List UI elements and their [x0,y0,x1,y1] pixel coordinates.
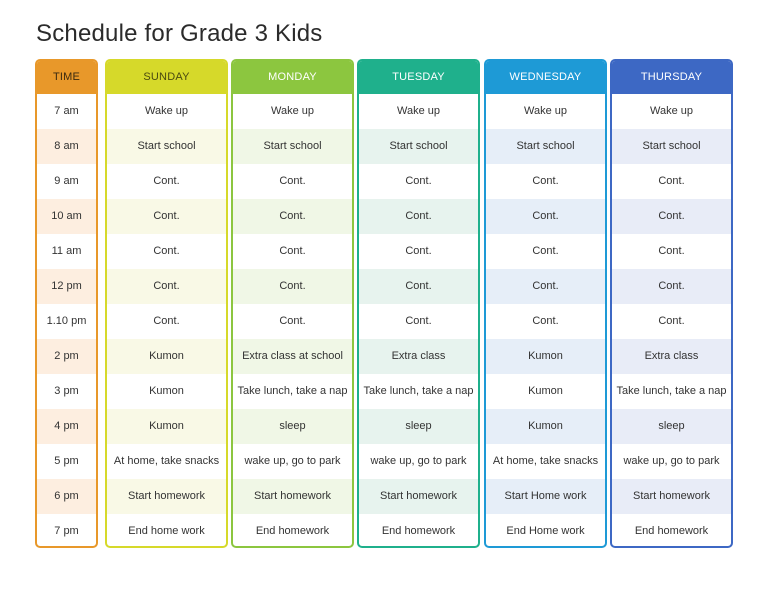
activity-cell: Take lunch, take a nap [237,385,348,397]
activity-cell: Cont. [532,245,559,257]
column-header: TIME [37,61,96,94]
column-sunday [105,59,228,548]
time-cell: 8 am [37,129,96,164]
activity-cell: Cont. [359,199,478,234]
activity-cell: Cont. [612,269,731,304]
activity-cell: Cont. [153,315,180,327]
time-cell: 1.10 pm [46,315,87,327]
activity-cell: Cont. [532,175,559,187]
activity-cell: Cont. [405,175,432,187]
activity-cell: Start homework [233,479,352,514]
activity-cell: Cont. [658,245,685,257]
page-title: Schedule for Grade 3 Kids [36,20,323,47]
activity-cell: Cont. [405,315,432,327]
activity-cell: Kumon [107,339,226,374]
activity-cell: Start homework [612,479,731,514]
activity-cell: Extra class at school [233,339,352,374]
column-monday [231,59,354,548]
activity-cell: wake up, go to park [370,455,467,467]
activity-cell: Cont. [359,269,478,304]
column-header: THURSDAY [612,61,731,94]
activity-cell: Cont. [233,199,352,234]
activity-cell: Kumon [486,339,605,374]
time-cell: 7 am [54,105,79,117]
activity-cell: Cont. [658,175,685,187]
time-cell: 12 pm [37,269,96,304]
activity-cell: End homework [381,525,456,537]
activity-cell: sleep [612,409,731,444]
time-cell: 9 am [54,175,79,187]
activity-cell: Take lunch, take a nap [363,385,474,397]
activity-cell: Cont. [658,315,685,327]
activity-cell: Kumon [528,385,563,397]
column-thursday [610,59,733,548]
activity-cell: Start school [486,129,605,164]
activity-cell: Take lunch, take a nap [616,385,727,397]
activity-cell: End Home work [506,525,585,537]
activity-cell: End home work [128,525,205,537]
column-header: TUESDAY [359,61,478,94]
activity-cell: Start homework [107,479,226,514]
activity-cell: Kumon [149,385,184,397]
activity-cell: Start homework [359,479,478,514]
time-cell: 11 am [51,245,82,257]
time-cell: 6 pm [37,479,96,514]
activity-cell: Cont. [153,245,180,257]
activity-cell: sleep [233,409,352,444]
activity-cell: Kumon [107,409,226,444]
activity-cell: Wake up [649,105,693,117]
activity-cell: sleep [359,409,478,444]
activity-cell: Start school [612,129,731,164]
activity-cell: Cont. [279,245,306,257]
activity-cell: Cont. [107,199,226,234]
column-header: SUNDAY [107,61,226,94]
activity-cell: At home, take snacks [492,455,599,467]
activity-cell: Cont. [486,269,605,304]
activity-cell: Cont. [233,269,352,304]
activity-cell: Wake up [523,105,567,117]
activity-cell: Wake up [144,105,188,117]
activity-cell: Extra class [359,339,478,374]
activity-cell: wake up, go to park [623,455,720,467]
time-cell: 3 pm [54,385,79,397]
activity-cell: Start school [233,129,352,164]
time-cell: 2 pm [37,339,96,374]
column-wednesday [484,59,607,548]
activity-cell: End homework [255,525,330,537]
activity-cell: Cont. [405,245,432,257]
activity-cell: Cont. [279,315,306,327]
activity-cell: Cont. [612,199,731,234]
time-cell: 10 am [37,199,96,234]
activity-cell: Start school [359,129,478,164]
activity-cell: Extra class [612,339,731,374]
column-tuesday [357,59,480,548]
column-header: MONDAY [233,61,352,94]
activity-cell: wake up, go to park [244,455,341,467]
column-time [35,59,98,548]
activity-cell: Cont. [532,315,559,327]
activity-cell: Cont. [486,199,605,234]
activity-cell: Start Home work [486,479,605,514]
activity-cell: Wake up [396,105,440,117]
activity-cell: End homework [634,525,709,537]
activity-cell: Cont. [279,175,306,187]
time-cell: 7 pm [54,525,79,537]
activity-cell: Cont. [107,269,226,304]
activity-cell: At home, take snacks [113,455,220,467]
activity-cell: Start school [107,129,226,164]
activity-cell: Kumon [486,409,605,444]
activity-cell: Cont. [153,175,180,187]
activity-cell: Wake up [270,105,314,117]
time-cell: 4 pm [37,409,96,444]
time-cell: 5 pm [54,455,79,467]
column-header: WEDNESDAY [486,61,605,94]
